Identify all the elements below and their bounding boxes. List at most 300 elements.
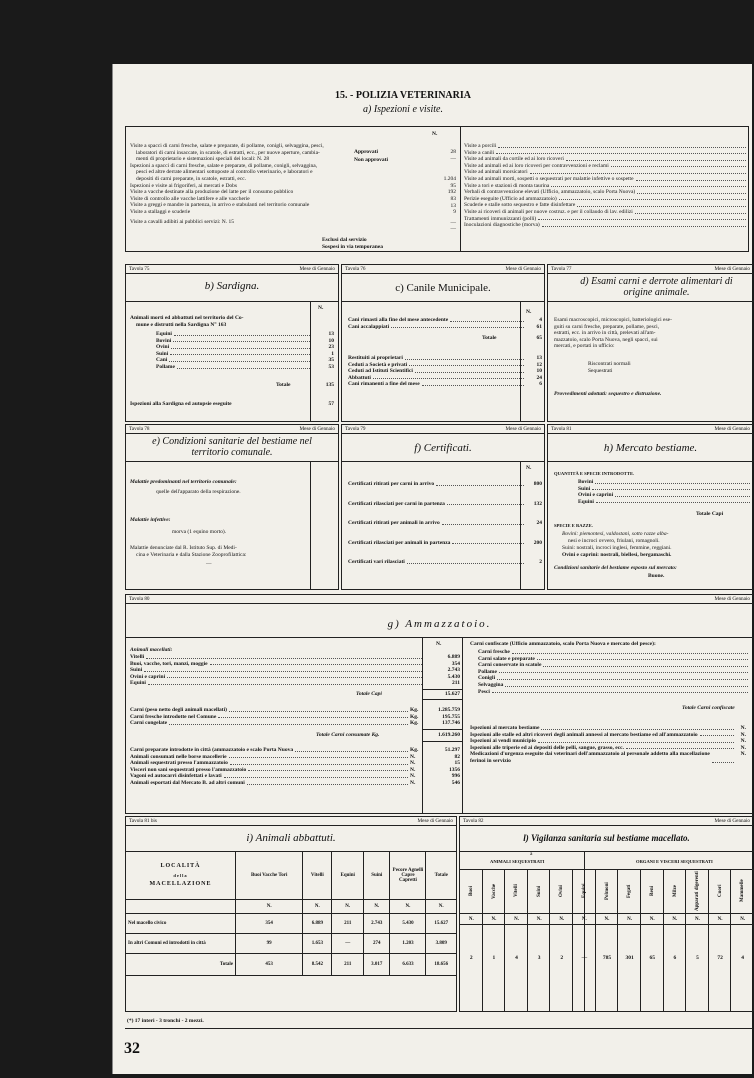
table-month: Mese di Gennaio <box>714 818 750 824</box>
value-cell: 72 <box>717 955 723 961</box>
table-title: h) Mercato bestiame. <box>603 442 698 454</box>
row-value: N. <box>740 731 746 738</box>
row-value: 137.746 <box>442 720 460 727</box>
row-label: Bovini <box>156 337 172 344</box>
table-title: e) Condizioni sanitarie del bestiame nel territorio comunale. <box>152 436 312 458</box>
text-line: mercati, e portati in ufficio: <box>554 343 615 350</box>
row-label: Certificati rilasciati per carni in partenza <box>348 500 445 507</box>
ispezione-row <box>470 738 746 745</box>
n-header: N. <box>436 641 442 647</box>
malattie-infettive: Malattie infettive: <box>130 517 171 523</box>
confiscate-row <box>478 682 750 689</box>
section-a-line: Ispezioni e visite ai frigoriferi, ai mercati e Dobs <box>130 182 238 189</box>
tavola-75 <box>125 264 339 422</box>
value: 1.204 <box>443 176 456 183</box>
row-value: 354 <box>451 660 460 667</box>
n-header: N. <box>526 309 532 315</box>
row-label: Ispezioni alle triperie ed ai depositi delle pelli, sangue, grasso, ecc. <box>470 744 624 751</box>
cell: 453 <box>236 954 303 976</box>
n-cell: N. <box>550 913 573 925</box>
value: 28 <box>450 149 456 155</box>
row-label: Carni fresche <box>478 649 510 655</box>
sardigna-row <box>156 344 334 351</box>
macellati-row <box>130 667 460 674</box>
row-label: Carni conservate in scatole <box>478 662 542 669</box>
value-cell: 301 <box>625 955 634 961</box>
row-label: Vitelli <box>130 654 145 660</box>
row-value: 195.755 <box>442 713 460 720</box>
carni-row <box>130 720 460 727</box>
della-heading: della <box>173 873 188 878</box>
n-cell: N. <box>618 913 641 925</box>
unit: N. <box>410 773 416 780</box>
confiscate-row <box>478 656 750 663</box>
cell: — <box>332 934 364 954</box>
n-cell: N. <box>641 913 664 925</box>
sardigna-row <box>156 331 334 338</box>
buone-text: Buone. <box>648 573 665 579</box>
row-label: Conigli <box>478 675 496 682</box>
other-row <box>130 780 460 787</box>
ispezioni-value: 57 <box>328 401 334 407</box>
row-label: Cani rimanenti a fine del mese <box>348 381 420 388</box>
row-value: 13 <box>536 355 542 361</box>
carni-row <box>130 714 460 721</box>
intro-line: mune e distrutti nella Sardigna N° 163 <box>136 322 227 328</box>
section-a-right-line: Visite ad animali morsicatori <box>464 169 528 176</box>
vigilanza-grid <box>460 869 754 1011</box>
approvati-label: Approvati <box>354 149 379 155</box>
value-cell: 5 <box>696 955 699 961</box>
abbattuti-table <box>125 851 457 976</box>
table-month: Mese di Gennaio <box>505 266 541 272</box>
macellati-row <box>130 674 460 681</box>
n-cell: N. <box>686 913 709 925</box>
value: 13 <box>450 202 456 209</box>
canile-row <box>348 381 542 388</box>
row-name: In altri Comuni ed introdotti in città <box>126 934 236 954</box>
certificati-row <box>348 559 542 566</box>
cell: 6.633 <box>390 954 426 976</box>
sardigna-row <box>156 364 334 371</box>
other-rows <box>130 747 460 787</box>
row-value: 24 <box>536 374 542 381</box>
total-label: Totale <box>482 335 497 341</box>
row-value: 132 <box>533 500 542 507</box>
section-a-line: Ispezioni a spacci di carni fresche, salate e preparate, di pollame, conigli, selvaggina, <box>130 162 318 169</box>
section-a-right-line: Visite ad animali morti, sospetti o sequestrati per malattie infettive o sospette <box>464 175 634 182</box>
n-header: N. <box>318 305 324 311</box>
text-line: estratti, ecc. in arrivo in città, prelevati all'am- <box>554 330 656 337</box>
cell: 18.656 <box>426 954 457 976</box>
column-header: Buoi <box>468 886 474 897</box>
total-value: 65 <box>536 335 542 341</box>
vigilanza-column <box>460 869 483 1011</box>
total-row <box>126 954 457 976</box>
row-value: 10 <box>328 337 334 344</box>
row-value: N. <box>740 738 746 745</box>
row-value: 15 <box>454 760 460 767</box>
unit: Kg. <box>410 707 419 713</box>
vigilanza-column <box>573 869 596 1011</box>
morva-text: morva (1 equino morto). <box>172 529 227 535</box>
malattie-predominanti: Malattie predominanti nel territorio comunale: <box>130 479 237 485</box>
esami-text <box>554 317 672 350</box>
table-label: Tavola 79 <box>345 426 366 432</box>
total-label: Totale <box>276 382 291 388</box>
sospesi-label: Sospesi in via temporanea <box>322 244 383 250</box>
section-a-n-header: N. <box>432 131 438 137</box>
confiscate-rows <box>478 649 750 695</box>
value-cell: 2 <box>560 955 564 961</box>
row-value: 10 <box>536 368 542 375</box>
row-value: 800 <box>533 481 542 487</box>
section-a-line: Visite a spacci di carni fresche, salate e preparate, di pollame, conigli, selvaggina, pesci, <box>130 143 324 149</box>
row-label: Buoi, vacche, tori, manzi, moggie <box>130 660 208 667</box>
vigilanza-column <box>709 869 732 1011</box>
other-row <box>130 747 460 754</box>
tavola-81 <box>547 424 753 590</box>
value-cell: 2 <box>469 955 473 961</box>
section-a-line: depositi di carni preparate, in scatole, estratti, ecc. <box>136 175 247 182</box>
certificati-row <box>348 540 542 547</box>
value-cell: — <box>581 955 588 961</box>
table-title: b) Sardigna. <box>204 280 260 292</box>
row-label: Carni congelate <box>130 720 168 727</box>
section-a-line: Visite a vacche destinate alla produzione del latte per il consumo pubblico <box>130 189 294 196</box>
mercato-row <box>578 486 752 493</box>
row-value: 24 <box>536 520 542 527</box>
specie-header: SPECIE E RAZZE. <box>554 523 593 528</box>
row-label: Ceduti a Società e privati <box>348 361 408 368</box>
n-cell: N. <box>303 900 332 914</box>
col-header: Vitelli <box>303 852 332 900</box>
vigilanza-column <box>641 869 664 1011</box>
apparato-text: quelle dell'apparato della respirazione. <box>156 489 241 495</box>
tavola-77 <box>547 264 753 422</box>
table-label: Tavola 78 <box>129 426 150 432</box>
section-a-line: Visite di controllo alle vacche lattifere e alle vaccherie <box>130 195 250 202</box>
denunciate-line: Malattie denunciate dal R. Istituto Sup. di Medi- <box>130 545 237 551</box>
n-cell: N. <box>483 913 506 925</box>
row-label: Bovini <box>578 479 594 485</box>
provvedimenti: Provvedimenti adottati: sequestro e distruzione. <box>554 391 662 397</box>
table-month: Mese di Gennaio <box>299 426 335 432</box>
row-label: Equini <box>578 498 594 505</box>
row-value: 4 <box>539 317 542 323</box>
carni-row <box>130 707 460 714</box>
sardigna-row <box>156 357 334 364</box>
table-month: Mese di Gennaio <box>714 426 750 432</box>
canile-row <box>348 368 542 375</box>
section-a-right-line: Scuderie e stalle sotto sequestro e fatte disinfettare <box>464 202 576 209</box>
bovini-text: Bovini: piemontesi, valdostani, sotto razze alba- <box>562 531 669 537</box>
table-title: g) Ammazzatoio. <box>387 618 492 630</box>
row-value: 51.297 <box>444 747 460 753</box>
canile-row <box>348 324 542 331</box>
row-label: Ovini <box>156 344 170 351</box>
row-label: Visceri non sani sequestrati presso l'ammazzatoio <box>130 766 247 773</box>
row-label: Carni (peso netto degli animali macellati) <box>130 707 228 713</box>
n-header: N. <box>526 465 532 471</box>
row-label: Equini <box>156 331 172 337</box>
table-label: Tavola 81 bis <box>129 818 157 824</box>
group-header: ANIMALI SEQUESTRATI <box>490 859 545 864</box>
table-label: Tavola 75 <box>129 266 150 272</box>
row-value: N. <box>740 751 746 758</box>
unit: Kg. <box>410 720 419 727</box>
vigilanza-column <box>550 869 573 1011</box>
value-cell: 1 <box>492 955 496 961</box>
table-month: Mese di Gennaio <box>714 266 750 272</box>
cell: 15.627 <box>426 914 457 934</box>
table-title: c) Canile Municipale. <box>395 282 491 294</box>
confiscate-row <box>478 662 750 669</box>
row-label: Equini <box>130 680 146 687</box>
ispezioni-label: Ispezioni alla Sardigna ed autopsie eseguite <box>130 401 232 407</box>
cell: 211 <box>332 954 364 976</box>
row-label: Medicazioni d'urgenza eseguite dai veterinari dell'ammazzatoio al personale addetto alla macellazione ferinoi in servizio <box>470 751 710 764</box>
row-value: 1 <box>331 350 334 357</box>
value-cell: 6 <box>673 955 677 961</box>
cell: 5.430 <box>390 914 426 934</box>
value-cell: 4 <box>515 955 518 961</box>
table-title: d) Esami carni e derrote alimentari di origine animale. <box>580 276 733 298</box>
table-title: i) Animali abbattuti. <box>246 832 336 844</box>
sardigna-rows <box>156 331 334 371</box>
section-a-values <box>428 149 456 233</box>
other-row <box>130 760 460 767</box>
row-label: Carni salate e preparate <box>478 655 535 662</box>
cell: 99 <box>236 934 303 954</box>
intro-line: Animali morti ed abbattuti nel territorio del Co- <box>130 315 244 321</box>
row-value: 12 <box>536 361 542 368</box>
row-label: Carni preparate introdotte in città (ammazzatoio e scalo Porta Nuova <box>130 747 294 753</box>
value-cell: 3 <box>537 955 541 961</box>
ovini-text: Ovini e caprini: nostrali, biellesi, bergamaschi. <box>562 552 672 558</box>
section-a-right-line: Visite ai ricoveri di animali per nuove costruz. e per il collaudo di lav. edilizi <box>464 208 633 215</box>
esclusi-label: Esclusi dal servizio <box>322 237 367 243</box>
row-label: Selvaggina <box>478 681 504 688</box>
canile-row <box>348 375 542 382</box>
confiscate-title: Carni confiscate (Ufficio ammazzatoio, scalo Porta Nuova e mercato del pesce): <box>470 641 656 647</box>
tavola-80 <box>125 594 753 814</box>
non-approvati-label: Non approvati <box>354 157 388 163</box>
section-a-line: Visite a stallaggi e scuderie <box>130 208 191 215</box>
cell: 3.017 <box>364 954 390 976</box>
n-cell: N. <box>596 913 619 925</box>
footnote: (*) 17 interi - 3 tronchi - 2 mezzi. <box>127 1018 204 1024</box>
macellati-row <box>130 661 460 668</box>
row-label: Vagoni ed autocarri disinfettati e lavati <box>130 773 222 780</box>
unit: N. <box>410 766 416 773</box>
section-a-title: a) Ispezioni e visite. <box>363 104 443 115</box>
cell: 1.203 <box>390 934 426 954</box>
col-header: Totale <box>426 852 457 900</box>
row-value: 13 <box>328 331 334 337</box>
n-cell: N. <box>731 913 754 925</box>
row-label: Suini <box>578 485 591 492</box>
quantita-header: QUANTITÀ E SPECIE INTRODOTTE. <box>554 471 635 476</box>
cell: 211 <box>332 914 364 934</box>
table-label: Tavola 77 <box>551 266 572 272</box>
carni-total-label: Totale Carni consumate Kg. <box>316 732 380 738</box>
row-value: 546 <box>451 779 460 786</box>
row-value: 996 <box>451 773 460 780</box>
n-cell: N. <box>528 913 551 925</box>
n-cell: N. <box>505 913 528 925</box>
row-value: 6.889 <box>447 654 460 660</box>
n-cell: N. <box>364 900 390 914</box>
mercato-rows <box>578 479 752 505</box>
table-month: Mese di Gennaio <box>714 596 750 602</box>
sardigna-row <box>156 338 334 345</box>
n-cell: N. <box>332 900 364 914</box>
macellati-row <box>130 680 460 687</box>
vigilanza-column <box>505 869 528 1011</box>
col-header: Equini <box>332 852 364 900</box>
row-label: Animali esportati dal Mercato B. ad altri comuni <box>130 779 245 786</box>
total-value: 15.627 <box>444 691 460 697</box>
cell: 1.653 <box>303 934 332 954</box>
mercato-row <box>578 499 752 506</box>
text-line: guiti su carni fresche, preparate, pollame, pesci, <box>554 323 660 330</box>
cell: 2.743 <box>364 914 390 934</box>
ammazzatoio-rows <box>130 654 460 687</box>
column-header: Cuori <box>717 884 723 898</box>
table-month: Mese di Gennaio <box>417 818 453 824</box>
row-value: 61 <box>536 323 542 330</box>
table-row <box>126 914 457 934</box>
certificati-row <box>348 501 542 508</box>
vigilanza-column <box>731 869 754 1011</box>
table-row <box>126 934 457 954</box>
col-header: Pecore Agnelli Capre Capretti <box>390 852 426 900</box>
ispezione-row <box>470 751 746 764</box>
row-value: 200 <box>533 539 542 546</box>
confiscate-row <box>478 669 750 676</box>
row-label: Ispezioni al mercato bestiame <box>470 725 540 731</box>
cell: 274 <box>364 934 390 954</box>
value-cell: 65 <box>649 955 655 961</box>
unit: N. <box>410 753 416 760</box>
col-header: Buoi Vacche Tori <box>236 852 303 900</box>
n-cell: N. <box>390 900 426 914</box>
row-value: 2.743 <box>447 667 460 674</box>
macellati-row <box>130 654 460 661</box>
table-title: l) Vigilanza sanitaria sul bestiame macellato. <box>523 833 690 843</box>
main-title: 15. - POLIZIA VETERINARIA <box>335 90 471 101</box>
column-header: Vitelli <box>514 884 520 898</box>
table-label: Tavola 80 <box>129 596 150 602</box>
row-label: Pollame <box>156 363 175 370</box>
tavola-76 <box>341 264 545 422</box>
row-value: 6 <box>539 381 542 388</box>
section-a-line: pesci ed altre derrate alimentari sottoposte al controllo veterinario, e laboratori e <box>136 169 313 176</box>
section-a-line: Visite a cavalli adibiti ai pubblici servizi: N. 15 <box>130 218 234 225</box>
row-label: Cani accalappiati <box>348 323 390 330</box>
total-value: 135 <box>325 382 334 388</box>
tavola-78 <box>125 424 339 590</box>
bovini-text: nesi e incroci ovvero, friulani, romagnoli. <box>568 538 660 544</box>
row-value: 5.430 <box>447 673 460 680</box>
row-value: 35 <box>328 357 334 364</box>
tavola-81-bis <box>125 816 457 1012</box>
row-value: 53 <box>328 363 334 370</box>
denunciate-line: cina e Veterinaria e dalla Stazione Zooprofilattica: <box>136 552 247 558</box>
section-a-left-list <box>130 143 430 225</box>
other-row <box>130 773 460 780</box>
row-label: Certificati ritirati per animali in arrivo <box>348 520 440 527</box>
column-header: Apparati digerenti <box>694 871 700 911</box>
value: 9 <box>453 209 456 216</box>
unit: N. <box>410 779 416 786</box>
canile-row <box>348 317 542 324</box>
col-header: Suini <box>364 852 390 900</box>
ispezione-row <box>470 745 746 752</box>
row-label: Ispezioni alle stalle ed altri ricoveri degli animali annessi al mercato bestiame ed all'ammazzatoio <box>470 731 698 738</box>
row-label: Cani <box>156 357 168 364</box>
row-label: Suini <box>130 667 143 674</box>
section-a-line: menti di proprietario e sistemazioni speciali dei locali: N. 28 <box>136 156 270 163</box>
page-number: 32 <box>120 1040 144 1058</box>
row-label: Ovini e caprini <box>578 492 614 499</box>
value: — <box>450 219 456 226</box>
total-label: Totale <box>126 954 236 976</box>
n-cell: N. <box>664 913 687 925</box>
ispezioni-rows <box>470 725 746 765</box>
unit: N. <box>410 760 416 767</box>
confiscate-row <box>478 649 750 656</box>
text-line: mazzatoio, scalo Porta Nuova, negli spacci, sui <box>554 336 658 343</box>
row-value: 1.285.759 <box>438 707 460 713</box>
column-header: Polmoni <box>604 882 610 900</box>
value-cell: 4 <box>741 955 745 961</box>
row-label: Pollame <box>478 668 497 675</box>
row-value: 211 <box>452 680 460 687</box>
value: 95 <box>450 182 456 189</box>
row-value: N. <box>740 725 746 731</box>
section-a-box <box>125 126 749 252</box>
sardigna-row <box>156 351 334 358</box>
column-header: Vacche <box>491 883 497 899</box>
certificati-rows <box>348 481 542 579</box>
section-a-right-line: Inoculazioni diagnostiche (morva) <box>464 222 540 229</box>
canile-rows <box>348 355 542 388</box>
vigilanza-column <box>528 869 551 1011</box>
row-label: Carni fresche introdotte nel Comune <box>130 713 217 720</box>
certificati-row <box>348 520 542 527</box>
ispezione-row <box>470 732 746 739</box>
row-label: Ovini e caprini <box>130 673 166 680</box>
section-a-line: Visite a greggi e mandre in partenza, in arrivo e stabulanti nel territorio comunale <box>130 202 310 209</box>
sequestrati-label: Sequestrati <box>588 368 613 374</box>
vigilanza-column <box>483 869 506 1011</box>
column-header: Suini <box>536 885 542 897</box>
table-label: Tavola 81 <box>551 426 572 432</box>
other-row <box>130 754 460 761</box>
row-label: Cani rimasti alla fine del mese antecedente <box>348 317 449 323</box>
cell: 354 <box>236 914 303 934</box>
vigilanza-column <box>618 869 641 1011</box>
row-label: Suini <box>156 350 169 357</box>
value: — <box>450 155 456 162</box>
carni-total-value: 1.619.260 <box>438 732 460 738</box>
tavola-79 <box>341 424 545 590</box>
row-value: 1356 <box>449 766 460 773</box>
row-name: Nel macello civico <box>126 914 236 934</box>
row-label: Animali sequestrati presso l'ammazzatoio <box>130 760 228 767</box>
